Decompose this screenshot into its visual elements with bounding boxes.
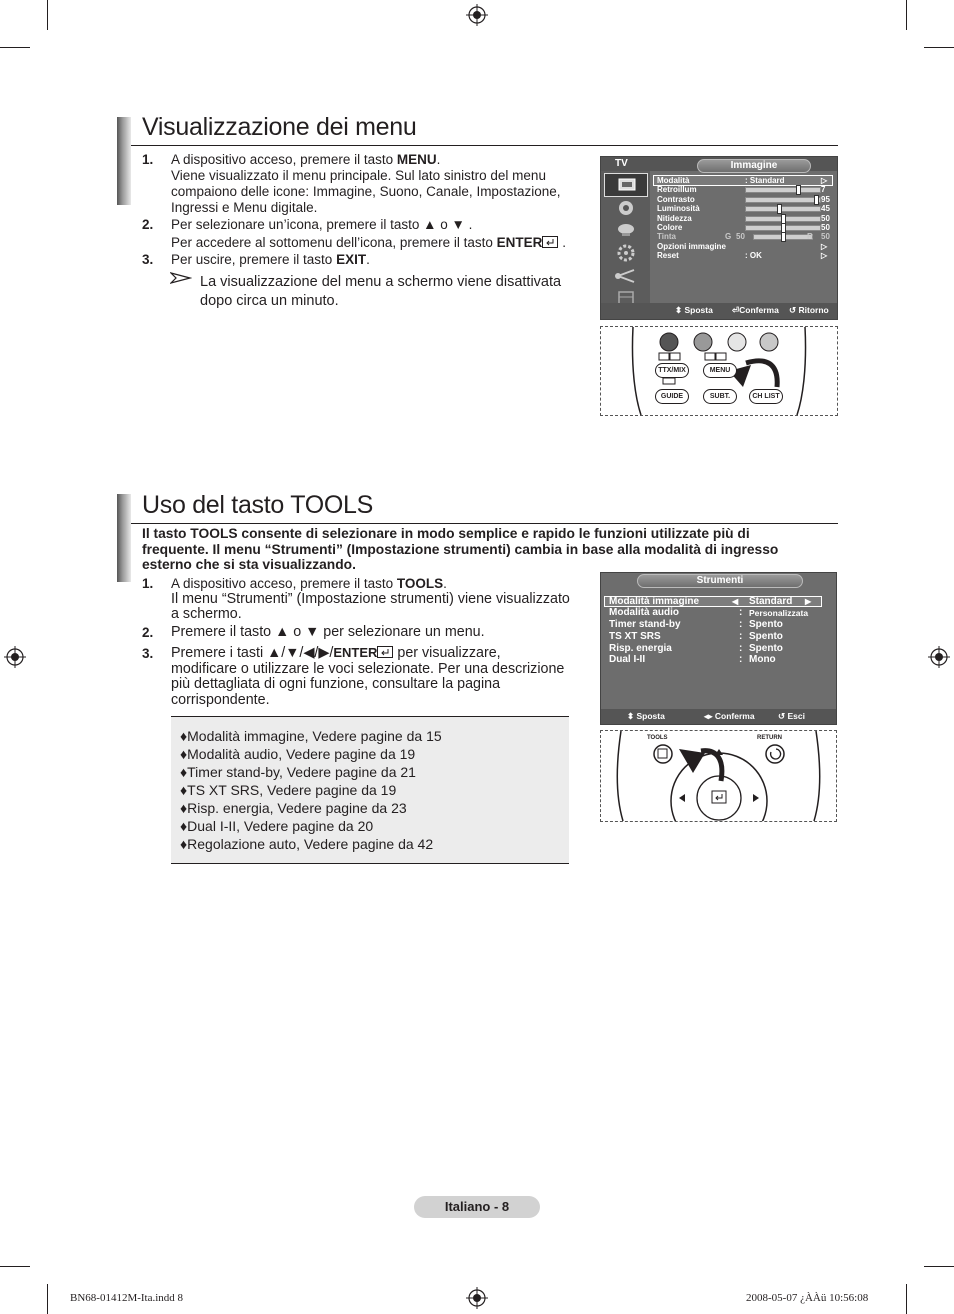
footer-back: ↺ Ritorno [789, 305, 829, 315]
tools-row-colon: : [739, 631, 743, 642]
tools-button-label: TOOLS [647, 735, 668, 741]
menu-row-label: Nitidezza [657, 213, 692, 223]
arrow-right-icon: ▷ [821, 251, 828, 261]
note-arrow-icon [170, 272, 192, 284]
step-number: 3. [142, 646, 154, 661]
registration-mark-left [4, 646, 26, 668]
menu-row-number: 50 [821, 223, 830, 232]
arrow-right-icon: ▷ [821, 241, 828, 251]
section-divider [131, 145, 838, 146]
list-item: ♦Risp. energia, Vedere pagine da 23 [180, 800, 407, 816]
menu-row-label: Opzioni immagine [657, 241, 726, 251]
step-number: 2. [142, 625, 154, 640]
menu-row-value: : OK [745, 251, 762, 261]
menu-row[interactable] [657, 223, 833, 232]
list-item: ♦Dual I-II, Vedere pagine da 20 [180, 818, 374, 834]
registration-mark-right [928, 646, 950, 668]
tools-row-value: Personalizzata [749, 608, 809, 618]
step-text: A dispositivo acceso, premere il tasto TOOLS. Il menu “Strumenti” (Impostazione strumenti) viene visualizzato a schermo. [171, 576, 570, 622]
tools-row-value: Spento [749, 619, 783, 630]
footer-exit: ↺ Esci [778, 711, 805, 721]
tv-menu-screen [600, 156, 838, 320]
tint-g-val: 50 [736, 232, 745, 242]
value-slider[interactable] [745, 216, 821, 222]
step-number: 2. [142, 217, 154, 232]
menu-row[interactable] [657, 204, 833, 213]
cross-reference-list [171, 716, 569, 864]
menu-row[interactable] [657, 195, 833, 204]
menu-row-label: Tinta [657, 232, 676, 242]
list-item: ♦Timer stand-by, Vedere pagine da 21 [180, 764, 416, 780]
value-slider[interactable] [745, 187, 821, 193]
menu-row[interactable] [657, 214, 833, 223]
enter-icon [377, 646, 393, 658]
step-text: A dispositivo acceso, premere il tasto MENU. Viene visualizzato il menu principale. Sul lato sinistro del menu compaiono delle icone: Immagine, Suono, Canale, Impostazione, Ingressi e Menu digitale. [171, 152, 561, 215]
step-number: 3. [142, 252, 154, 267]
remote-illustration-tools [600, 730, 837, 822]
menu-row-number: 7 [821, 185, 826, 195]
menu-row-label: Retroillum [657, 185, 697, 195]
menu-row-number: 45 [821, 204, 830, 214]
menu-button[interactable]: MENU [703, 363, 737, 378]
tools-row-label: Risp. energia [609, 643, 672, 654]
value-slider[interactable] [745, 197, 821, 203]
footer-move: ⬍ Sposta [627, 711, 665, 721]
step-text: Per uscire, premere il tasto EXIT. [171, 252, 370, 267]
value-slider[interactable] [745, 206, 821, 212]
tools-menu-row[interactable] [609, 597, 829, 607]
note-text: La visualizzazione del menu a schermo viene disattivata dopo circa un minuto. [200, 274, 562, 309]
arrow-right-icon: ▷ [821, 176, 828, 185]
subt-button[interactable]: SUBT. [703, 389, 737, 404]
file-slug: BN68-01412M-Ita.indd 8 [70, 1292, 184, 1304]
step-number: 1. [142, 152, 154, 167]
tools-row-value: Spento [749, 643, 783, 654]
ttx-mix-button[interactable]: TTX/MIX [655, 363, 689, 378]
menu-row-label: Modalità [657, 176, 690, 185]
tools-row-value: Spento [749, 631, 783, 642]
date-slug: 2008-05-07 ¿ÀÀü 10:56:08 [746, 1292, 869, 1304]
menu-row[interactable] [657, 251, 833, 260]
step-text: Premere il tasto ▲ o ▼ per selezionare un menu. [171, 624, 485, 640]
registration-mark-bottom [466, 1287, 488, 1309]
menu-row[interactable] [657, 242, 833, 251]
tools-button[interactable] [654, 745, 672, 763]
list-item: ♦Modalità audio, Vedere pagine da 19 [180, 746, 416, 762]
value-slider[interactable] [753, 234, 813, 240]
menu-row[interactable] [657, 232, 833, 241]
tools-menu-row[interactable] [609, 620, 829, 630]
menu-row[interactable] [657, 176, 833, 185]
footer-move: ⬍ Sposta [675, 305, 713, 315]
menu-row-value: : Standard [745, 176, 785, 185]
picture-icon[interactable] [604, 173, 648, 197]
menu-row-label: Reset [657, 251, 679, 261]
list-item: ♦TS XT SRS, Vedere pagine da 19 [180, 782, 397, 798]
section-divider [131, 523, 838, 524]
return-button[interactable] [766, 745, 784, 763]
input-icon[interactable] [604, 265, 646, 287]
tools-row-label: Modalità immagine [609, 596, 700, 607]
tools-row-colon: : [739, 643, 743, 654]
menu-header: Immagine [697, 159, 811, 173]
tools-menu-screen [600, 572, 837, 725]
return-button-label: RETURN [757, 735, 782, 741]
tv-tab: TV [615, 158, 628, 169]
tint-r-val: 50 [821, 232, 830, 242]
tools-row-label: Timer stand-by [609, 619, 681, 630]
channel-icon[interactable] [604, 219, 646, 241]
step-text: Per selezionare un’icona, premere il tasto ▲ o ▼ . Per accedere al sottomenu dell’icona, premere il tasto ENTER . [171, 217, 566, 250]
footer-confirm: ⏎Conferma [732, 305, 779, 315]
list-item: ♦Regolazione auto, Vedere pagine da 42 [180, 836, 434, 852]
tools-header: Strumenti [637, 574, 803, 588]
tools-row-label: Dual I-II [609, 654, 646, 665]
menu-row-number: 95 [821, 194, 830, 204]
enter-icon [542, 236, 558, 248]
tools-row-value: Standard [749, 596, 793, 607]
arrow-left-icon[interactable]: ◀ [732, 597, 739, 606]
guide-button[interactable]: GUIDE [655, 389, 689, 404]
tools-row-colon: : [739, 607, 743, 618]
tools-menu-row[interactable] [609, 644, 829, 654]
sound-icon[interactable] [604, 197, 646, 219]
section-bar [117, 494, 131, 582]
tools-row-value: Mono [749, 654, 776, 665]
list-item: ♦Modalità immagine, Vedere pagine da 15 [180, 728, 442, 744]
section-title: Uso del tasto TOOLS [142, 491, 373, 519]
menu-row[interactable] [657, 185, 833, 194]
page-number: Italiano - 8 [414, 1196, 540, 1218]
tools-row-label: TS XT SRS [609, 631, 661, 642]
footer-confirm: ◂▸ Conferma [704, 711, 755, 721]
tools-row-label: Modalità audio [609, 607, 679, 618]
tint-g: G [725, 232, 732, 242]
menu-row-label: Luminosità [657, 204, 700, 214]
menu-row-label: Colore [657, 223, 683, 232]
intro-text: Il tasto TOOLS consente di selezionare in modo semplice e rapido le funzioni utilizzate più di frequente. Il menu “Strumenti” (Impostazione strumenti) cambia in base alla modalità di ingresso esterno che si sta visualizzando. [142, 526, 779, 572]
step-text: Premere i tasti ▲/▼/◀/▶/ENTER per visualizzare, modificare o utilizzare le voci selezionate. Per una descrizione più dettagliata di ogni funzione, consultare la pagina corrispondente. [171, 645, 565, 708]
tint-r: R [807, 232, 813, 242]
remote-illustration-menu [600, 326, 838, 416]
arrow-right-icon[interactable]: ▶ [805, 597, 812, 606]
tools-menu-row[interactable] [609, 655, 829, 665]
section-bar [117, 117, 131, 205]
section-title: Visualizzazione dei menu [142, 113, 417, 141]
registration-mark-top [466, 4, 488, 26]
value-slider[interactable] [745, 225, 821, 231]
tools-menu-row[interactable] [609, 632, 829, 642]
menu-row-label: Contrasto [657, 194, 695, 204]
menu-row-number: 50 [821, 213, 830, 223]
tools-row-colon: : [739, 619, 743, 630]
ch-list-button[interactable]: CH LIST [749, 389, 783, 404]
step-number: 1. [142, 576, 154, 591]
setup-icon[interactable] [604, 242, 646, 264]
tools-menu-row[interactable] [609, 608, 829, 618]
tools-row-colon: : [739, 654, 743, 665]
